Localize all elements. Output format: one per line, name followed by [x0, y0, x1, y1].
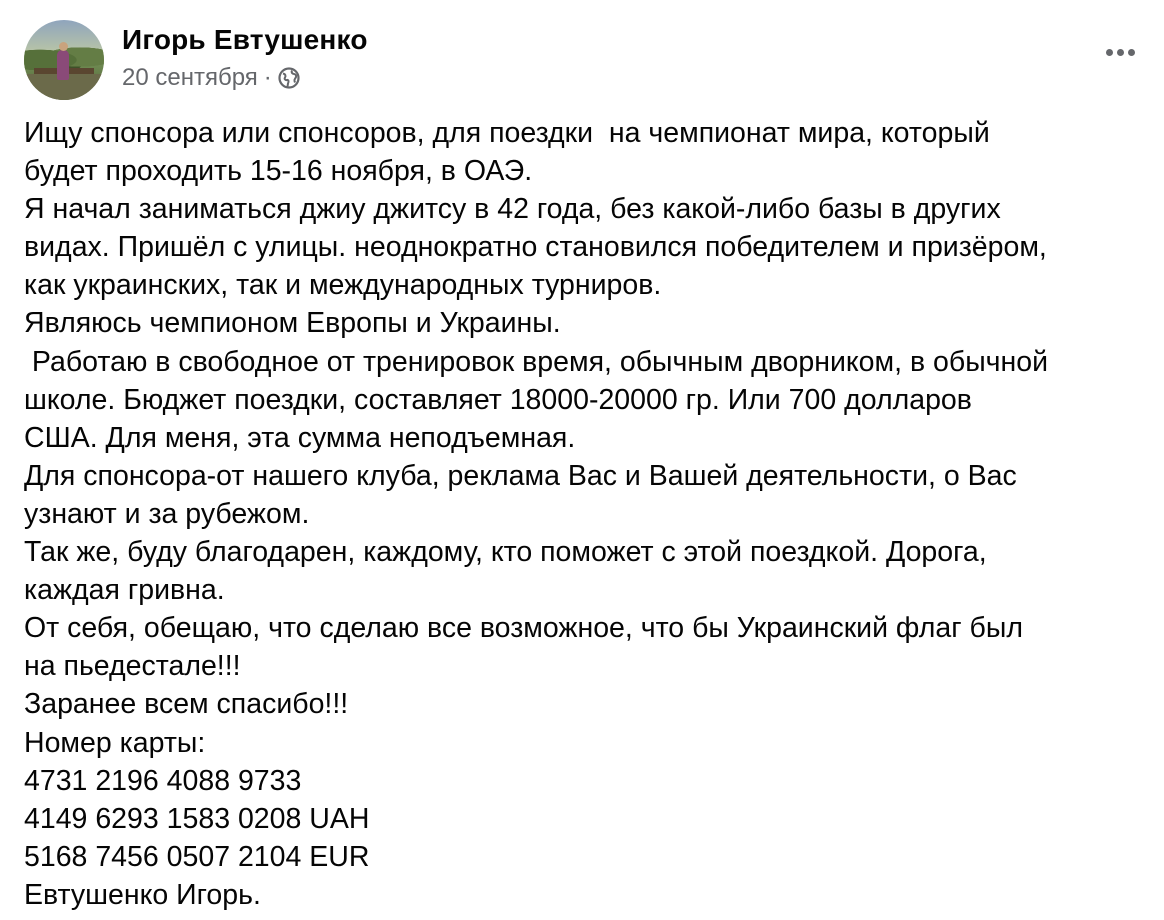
- more-options-button[interactable]: [1100, 40, 1140, 64]
- post-line: Работаю в свободное от тренировок время, обычным дворником, в обычной: [24, 345, 1049, 378]
- more-dot: [1117, 49, 1124, 56]
- meta-separator: ·: [263, 64, 272, 91]
- post-line: Номер карты:: [24, 726, 206, 759]
- post-date[interactable]: 20 сентября: [122, 64, 258, 91]
- post-body: [24, 114, 1148, 914]
- post-line: 4731 2196 4088 9733: [24, 764, 302, 797]
- post-line: Являюсь чемпионом Европы и Украины.: [24, 307, 561, 340]
- post-line: узнают и за рубежом.: [24, 497, 310, 530]
- post-line: Ищу спонсора или спонсоров, для поездки на чемпионат мира, который: [24, 117, 990, 149]
- post-line: Евтушенко Игорь.: [24, 878, 261, 911]
- globe-icon[interactable]: [278, 67, 300, 89]
- post-meta: [122, 64, 300, 92]
- post-line: Так же, буду благодарен, каждому, кто поможет с этой поездкой. Дорога,: [24, 536, 987, 569]
- post-line: каждая гривна.: [24, 574, 225, 607]
- avatar-person: [57, 50, 69, 80]
- post-line: будет проходить 15-16 ноября, в ОАЭ.: [24, 155, 533, 188]
- post-line: Я начал заниматься джиу джитсу в 42 года, без какой-либо базы в других: [24, 193, 1001, 226]
- avatar-head: [59, 42, 68, 51]
- post-line: на пьедестале!!!: [24, 650, 241, 683]
- post-line: видах. Пришёл с улицы. неоднократно становился победителем и призёром,: [24, 231, 1047, 264]
- more-dot: [1128, 49, 1135, 56]
- more-dot: [1106, 49, 1113, 56]
- post-line: как украинских, так и международных турниров.: [24, 269, 662, 302]
- author-avatar[interactable]: [24, 20, 104, 100]
- post-line: 4149 6293 1583 0208 UAH: [24, 802, 370, 835]
- author-name[interactable]: Игорь Евтушенко: [122, 24, 368, 55]
- post-line: 5168 7456 0507 2104 EUR: [24, 840, 370, 873]
- post-line: От себя, обещаю, что сделаю все возможное, что бы Украинский флаг был: [24, 612, 1023, 645]
- post-line: Для спонсора-от нашего клуба, реклама Вас и Вашей деятельности, о Вас: [24, 459, 1017, 492]
- post-line: США. Для меня, эта сумма неподъемная.: [24, 421, 576, 454]
- post-header: [24, 20, 1140, 100]
- post-line: Заранее всем спасибо!!!: [24, 688, 349, 721]
- post-line: школе. Бюджет поездки, составляет 18000-20000 гр. Или 700 долларов: [24, 383, 972, 416]
